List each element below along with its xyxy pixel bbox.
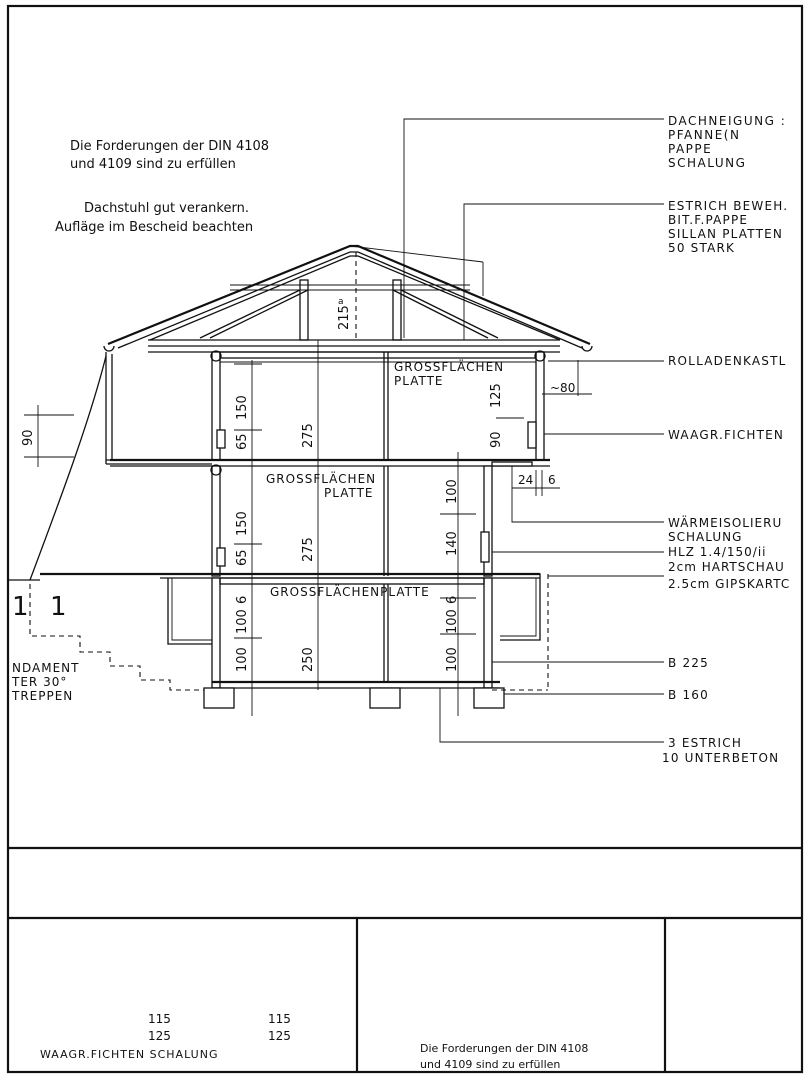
- dim-ground-right-100: 100: [445, 609, 460, 634]
- callout-insulation-1: WÄRMEISOLIERU: [668, 516, 783, 530]
- callout-base-1: 3 ESTRICH: [668, 736, 743, 750]
- callout-screed-1: ESTRICH BEWEH.: [668, 199, 789, 213]
- title-115-a: 115: [148, 1012, 171, 1026]
- callout-screed-4: 50 STARK: [668, 241, 736, 255]
- callout-b160: B 160: [668, 688, 709, 702]
- title-125-b: 125: [268, 1029, 291, 1043]
- callout-roof-1: DACHNEIGUNG :: [668, 114, 787, 128]
- callout-roof-2: PFANNE(N: [668, 128, 741, 142]
- panel-middle-2: PLATTE: [324, 486, 374, 500]
- dim-ground-6: 6: [235, 595, 250, 604]
- note-roof-2: Aufläge im Bescheid beachten: [55, 220, 254, 235]
- callout-insulation-4: 2cm HARTSCHAU: [668, 560, 785, 574]
- callout-b225: B 225: [668, 656, 709, 670]
- roof-structure: [104, 246, 592, 352]
- callout-shutter: ROLLADENKASTL: [668, 354, 787, 368]
- callout-insulation-2: SCHALUNG: [668, 530, 743, 544]
- dim-ground-100b: 100: [235, 647, 250, 672]
- left-note-2: TER 30°: [12, 675, 68, 689]
- dim-upper-90: 90: [489, 431, 504, 448]
- note-din-1: Die Forderungen der DIN 4108: [70, 139, 270, 154]
- dim-ground-250: 250: [301, 647, 316, 672]
- dim-ridge-suffix: a: [338, 297, 344, 307]
- title-din-2: und 4109 sind zu erfüllen: [420, 1058, 561, 1071]
- note-din-2: und 4109 sind zu erfüllen: [70, 157, 236, 172]
- dim-ground-right-6: 6: [445, 595, 460, 604]
- callout-cladding: WAAGR.FICHTEN: [668, 428, 785, 442]
- dim-middle-100: 100: [445, 479, 460, 504]
- dim-ridge: 215: [337, 305, 352, 330]
- title-din-1: Die Forderungen der DIN 4108: [420, 1042, 589, 1055]
- title-115-b: 115: [268, 1012, 291, 1026]
- callout-insulation-5: 2.5cm GIPSKARTC: [668, 577, 791, 591]
- dim-24: 24: [518, 473, 534, 487]
- building-section: [30, 351, 550, 708]
- dim-upper-275: 275: [301, 423, 316, 448]
- panel-upper-2: PLATTE: [394, 374, 444, 388]
- callout-base-2: 10 UNTERBETON: [662, 751, 780, 765]
- panel-upper-1: GROSSFLÄCHEN: [394, 360, 505, 374]
- callout-roof-4: SCHALUNG: [668, 156, 747, 170]
- dim-upper-150: 150: [235, 395, 250, 420]
- section-mark-b: 1: [50, 592, 67, 622]
- panel-middle-1: GROSSFLÄCHEN: [266, 472, 377, 486]
- section-mark-a: 1: [12, 592, 29, 622]
- title-125-a: 125: [148, 1029, 171, 1043]
- dim-middle-150: 150: [235, 511, 250, 536]
- dim-upper-65: 65: [235, 433, 250, 450]
- callout-screed-3: SILLAN PLATTEN: [668, 227, 784, 241]
- dim-middle-140: 140: [445, 531, 460, 556]
- dim-6: 6: [548, 473, 556, 487]
- panel-lower: GROSSFLÄCHENPLATTE: [270, 585, 430, 599]
- dim-middle-275: 275: [301, 537, 316, 562]
- dim-offset: ~80: [550, 381, 576, 395]
- left-note-3: TREPPEN: [12, 689, 74, 703]
- note-roof-1: Dachstuhl gut verankern.: [84, 201, 249, 216]
- dim-balcony: 90: [21, 429, 36, 446]
- dim-ground-100: 100: [235, 609, 250, 634]
- callout-roof-3: PAPPE: [668, 142, 713, 156]
- dim-ground-right-100b: 100: [445, 647, 460, 672]
- title-cladding: WAAGR.FICHTEN SCHALUNG: [40, 1048, 219, 1061]
- dim-upper-125: 125: [489, 383, 504, 408]
- callout-screed-2: BIT.F.PAPPE: [668, 213, 749, 227]
- left-note-1: NDAMENT: [12, 661, 80, 675]
- dim-middle-65: 65: [235, 549, 250, 566]
- callout-insulation-3: HLZ 1.4/150/ii: [668, 545, 767, 559]
